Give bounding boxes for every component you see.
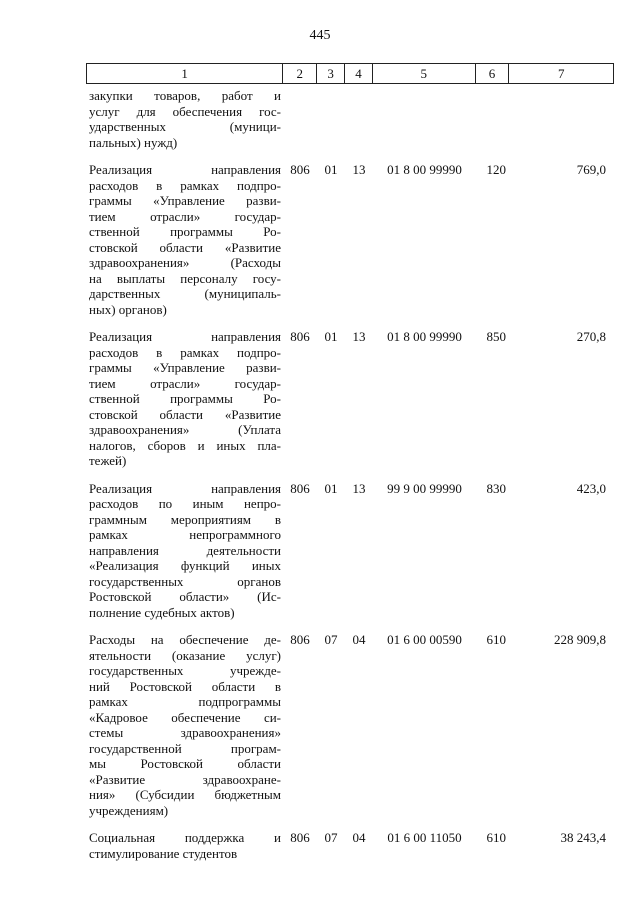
description-line: рамках непрограммного	[89, 527, 281, 542]
ministry-code-cell: 806	[290, 830, 310, 845]
description-line: здравоохранения» (Расходы	[89, 255, 281, 270]
section-code-cell	[317, 88, 345, 150]
expense-type-cell: 850	[486, 329, 506, 344]
description-line: Реализация направления	[89, 329, 281, 344]
target-article-cell: 99 9 00 99990	[387, 480, 462, 496]
description-line: на выплаты персоналу госу-	[89, 270, 281, 286]
ministry-code-cell	[283, 88, 317, 150]
description-line: стовской области «Развитие	[89, 406, 281, 422]
description-line: мы Ростовской области	[89, 756, 281, 771]
description-line: расходов по иным непро-	[89, 496, 281, 511]
column-header-2: 2	[283, 64, 317, 83]
description-line: пальных) нужд)	[89, 134, 178, 150]
description-cell	[86, 162, 283, 317]
description-line: государственных органов	[89, 573, 281, 589]
amount-cell: 228 909,8	[554, 632, 606, 647]
description-line: ний Ростовской области в	[89, 678, 281, 694]
description-line: здравоохранения» (Уплата	[89, 422, 281, 437]
expense-type-cell: 120	[486, 162, 506, 177]
description-line: дарственных (муниципаль-	[89, 286, 281, 301]
description-line: учреждениям)	[89, 802, 169, 818]
description-cell	[86, 88, 283, 150]
ministry-code-cell: 806	[290, 632, 310, 647]
description-line: ятельности (оказание услуг)	[89, 647, 281, 663]
description-line: «Реализация функций иных	[89, 558, 281, 573]
column-header-7: 7	[557, 66, 565, 81]
column-header-1: 1	[87, 64, 283, 83]
description-line: граммным мероприятиям в	[89, 511, 281, 527]
table-body	[86, 88, 614, 873]
expense-type-cell: 610	[486, 632, 506, 647]
description-line: «Кадровое обеспечение си-	[89, 709, 281, 725]
description-line: ных) органов)	[89, 301, 167, 317]
target-article-cell: 01 6 00 00590	[387, 632, 462, 647]
expense-type-cell	[476, 88, 510, 150]
expense-type-cell: 610	[486, 830, 506, 845]
amount-cell	[510, 88, 614, 150]
description-line: тием отрасли» государ-	[89, 208, 281, 224]
description-line: государственных учрежде-	[89, 663, 281, 678]
table-row	[86, 481, 614, 621]
column-header-4: 4	[345, 64, 373, 83]
table-header-row	[86, 63, 614, 84]
subsection-code-cell: 13	[352, 329, 366, 344]
description-line: закупки товаров, работ и	[89, 88, 281, 103]
page-number: 445	[309, 28, 331, 43]
description-line: расходов в рамках подпро-	[89, 344, 281, 360]
table-row	[86, 632, 614, 818]
description-line: ственной программы Ро-	[89, 224, 281, 239]
description-line: государственной програм-	[89, 740, 281, 756]
description-line: ния» (Субсидии бюджетным	[89, 787, 281, 802]
ministry-code-cell: 806	[290, 329, 310, 344]
subsection-code-cell: 04	[352, 632, 366, 647]
amount-cell: 270,8	[576, 329, 606, 344]
description-line: ударственных (муници-	[89, 119, 281, 134]
description-line: Расходы на обеспечение де-	[89, 632, 281, 647]
section-code-cell: 01	[324, 162, 338, 177]
description-line: ственной программы Ро-	[89, 391, 281, 406]
ministry-code-cell: 806	[290, 480, 310, 496]
subsection-code-cell: 13	[352, 480, 366, 496]
description-line: Реализация направления	[89, 480, 281, 496]
amount-cell: 423,0	[576, 480, 606, 496]
description-line: граммы «Управление разви-	[89, 360, 281, 375]
description-line: стовской области «Развитие	[89, 239, 281, 255]
column-header-5: 5	[373, 64, 476, 83]
table-row	[86, 88, 614, 150]
description-cell	[86, 830, 283, 861]
expense-type-cell: 830	[486, 480, 506, 496]
subsection-code-cell	[345, 88, 373, 150]
description-line: услуг для обеспечения гос-	[89, 103, 281, 119]
description-line: рамках подпрограммы	[89, 694, 281, 709]
description-line: «Развитие здравоохране-	[89, 771, 281, 787]
target-article-cell: 01 8 00 99990	[387, 162, 462, 177]
table-row	[86, 162, 614, 317]
section-code-cell: 01	[324, 480, 338, 496]
column-header-3: 3	[317, 64, 345, 83]
description-line: налогов, сборов и иных пла-	[89, 437, 281, 453]
description-line: расходов в рамках подпро-	[89, 177, 281, 193]
column-header-6: 6	[476, 64, 510, 83]
section-code-cell: 07	[324, 632, 338, 647]
description-line: стемы здравоохранения»	[89, 725, 281, 740]
description-cell	[86, 481, 283, 621]
table-row	[86, 329, 614, 469]
description-cell	[86, 632, 283, 818]
ministry-code-cell: 806	[290, 162, 310, 177]
description-line: полнение судебных актов)	[89, 604, 235, 620]
section-code-cell: 01	[324, 329, 338, 344]
subsection-code-cell: 04	[352, 830, 366, 845]
target-article-cell: 01 6 00 11050	[387, 830, 462, 845]
subsection-code-cell: 13	[352, 162, 366, 177]
table-row	[86, 830, 614, 861]
target-article-cell: 01 8 00 99990	[387, 329, 462, 344]
description-line: направления деятельности	[89, 542, 281, 558]
description-line: стимулирование студентов	[89, 845, 238, 861]
description-line: Ростовской области» (Ис-	[89, 589, 281, 604]
description-line: граммы «Управление разви-	[89, 193, 281, 208]
amount-cell: 769,0	[576, 162, 606, 177]
description-cell	[86, 329, 283, 469]
amount-cell: 38 243,4	[560, 830, 606, 845]
target-article-cell	[373, 88, 476, 150]
description-line: Реализация направления	[89, 162, 281, 177]
section-code-cell: 07	[324, 830, 338, 845]
description-line: Социальная поддержка и	[89, 830, 281, 845]
description-line: тием отрасли» государ-	[89, 375, 281, 391]
description-line: тежей)	[89, 453, 127, 468]
